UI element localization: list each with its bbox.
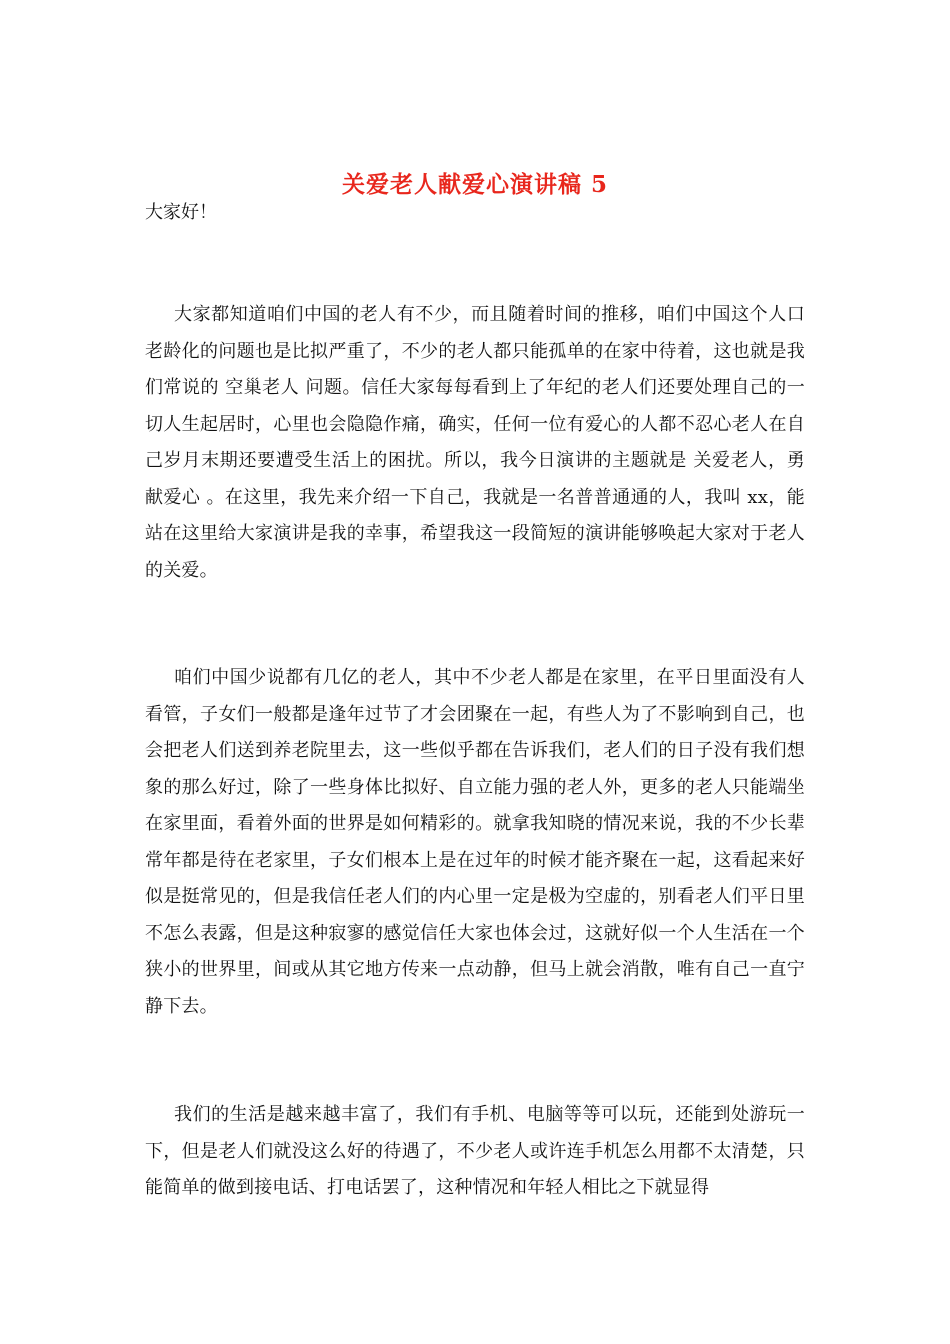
body-paragraph-3: 我们的生活是越来越丰富了，我们有手机、电脑等等可以玩，还能到处游玩一下，但是老人们就没这么好的待遇了，不少老人或许连手机怎么用都不太清楚，只能简单的做到接电话、打电话罢了，这种情况和年轻人相比之下就显得 bbox=[145, 1104, 805, 1198]
body-paragraph-2: 咱们中国少说都有几亿的老人，其中不少老人都是在家里，在平日里面没有人看管，子女们一般都是逢年过节了才会团聚在一起，有些人为了不影响到自己，也会把老人们送到养老院里去，这一些似乎都在告诉我们，老人们的日子没有我们想象的那么好过，除了一些身体比拟好、自立能力强的老人外，更多的老人只能端坐在家里面，看着外面的世界是如何精彩的。就拿我知晓的情况来说，我的不少长辈常年都是待在老家里，子女们根本上是在过年的时候才能齐聚在一起，这看起来好似是挺常见的，但是我信任老人们的内心里一定是极为空虚的，别看老人们平日里不怎么表露，但是这种寂寥的感觉信任大家也体会过，这就好似一个人生活在一个狭小的世界里，间或从其它地方传来一点动静，但马上就会消散，唯有自己一直宁静下去。 bbox=[145, 667, 805, 1017]
document-title: 关爱老人献爱心演讲稿 5 bbox=[341, 171, 608, 199]
body-paragraph-1: 大家都知道咱们中国的老人有不少，而且随着时间的推移，咱们中国这个人口老龄化的问题也是比拟严重了，不少的老人都只能孤单的在家中待着，这也就是我们常说的 空巢老人 问题。信任大家每每看到上了年纪的老人们还要处理自己的一切人生起居时，心里也会隐隐作痛，确实，任何一位有爱心的人都不忍心老人在自己岁月末期还要遭受生活上的困扰。所以，我今日演讲的主题就是 关爱老人，勇献爱心 。在这里，我先来介绍一下自己，我就是一名普普通通的人，我叫 xx，能站在这里给大家演讲是我的幸事，希望我这一段简短的演讲能够唤起大家对于老人的关爱。 bbox=[145, 304, 805, 581]
greeting-line: 大家好！ bbox=[145, 202, 217, 223]
